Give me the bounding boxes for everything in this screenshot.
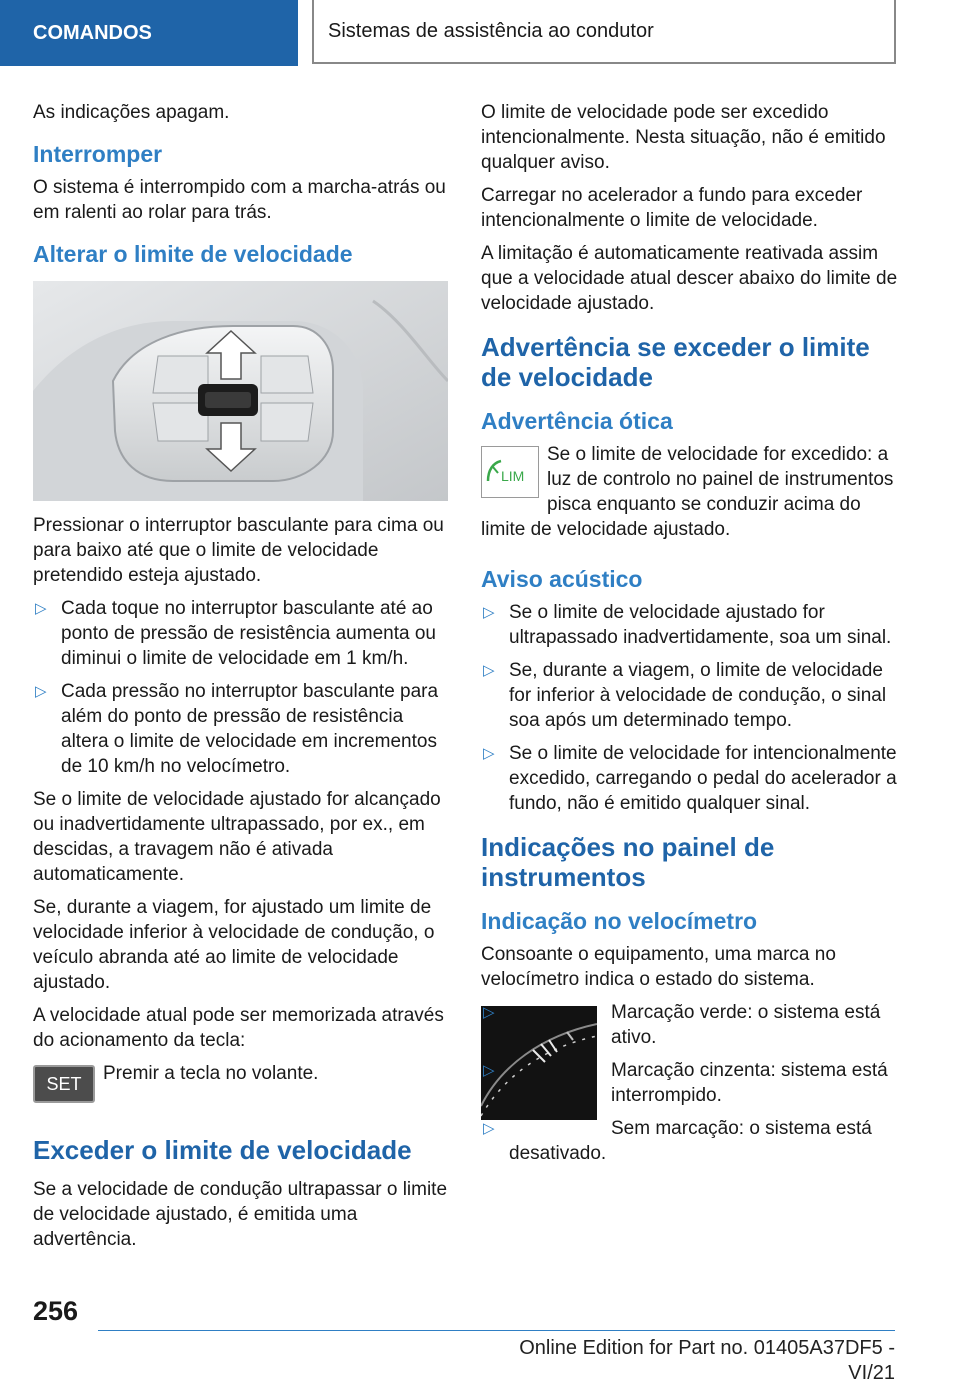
paragraph: Se, durante a viagem, for ajustado um limite de velocidade inferior à velocidade de condução, o veículo abranda até ao limite de velocidade ajustado. — [33, 897, 435, 993]
right-column — [481, 100, 899, 1174]
triangle-right-icon: ▷ — [483, 1120, 495, 1137]
list-item — [33, 596, 448, 671]
list-item — [481, 741, 899, 816]
paragraph: O sistema é interrompido com a marcha-atrás ou em ralenti ao rolar para trás. — [33, 177, 446, 223]
list-item-text: Cada toque no interruptor basculante até ao ponto de pressão de resistência aumenta ou diminui o limite de velocidade em 1 km/h. — [61, 598, 436, 669]
set-key-row — [33, 1061, 448, 1119]
list-item — [33, 679, 448, 779]
paragraph: As indicações apagam. — [33, 102, 230, 123]
triangle-right-icon: ▷ — [483, 662, 495, 679]
list-item — [481, 1116, 899, 1166]
heading-advertencia-otica: Advertência ótica — [481, 408, 673, 434]
lim-label: LIM — [501, 468, 525, 484]
footer-edition: Online Edition for Part no. 01405A37DF5 - VI/21 — [519, 1337, 895, 1384]
heading-exceder-limite: Exceder o limite de velocidade — [33, 1135, 412, 1165]
list-item — [481, 1058, 899, 1108]
paragraph: Premir a tecla no volante. — [103, 1063, 319, 1084]
heading-indicacoes-painel: Indicações no painel de instrumentos — [481, 832, 775, 892]
paragraph: Pressionar o interruptor basculante para cima ou para baixo até que o limite de velocidade pretendido esteja ajustado. — [33, 515, 444, 586]
chapter-title: Sistemas de assistência ao condutor — [312, 0, 896, 64]
heading-aviso-acustico: Aviso acústico — [481, 566, 643, 592]
list-item-text: Se, durante a viagem, o limite de velocidade for inferior à velocidade de condução, o sinal soa após um determinado tempo. — [509, 660, 887, 731]
triangle-right-icon: ▷ — [35, 683, 47, 700]
paragraph: Carregar no acelerador a fundo para exceder intencionalmente o limite de velocidade. — [481, 185, 863, 231]
lim-indicator-icon — [481, 446, 539, 498]
paragraph: Se a velocidade de condução ultrapassar o limite de velocidade ajustado, é emitida uma advertência. — [33, 1179, 448, 1250]
triangle-right-icon: ▷ — [483, 604, 495, 621]
left-column — [33, 100, 448, 1260]
list-item — [481, 1000, 899, 1050]
list-item-text: Cada pressão no interruptor basculante para além do ponto de pressão de resistência altera o limite de velocidade em incrementos de 10 km/h no velocímetro. — [61, 681, 439, 777]
paragraph: A limitação é automaticamente reativada assim que a velocidade atual descer abaixo do limite de velocidade ajustado. — [481, 243, 898, 314]
page-number: 256 — [33, 1296, 79, 1326]
paragraph: Se o limite de velocidade ajustado for alcançado ou inadvertidamente ultrapassado, por ex., em descidas, a travagem não é ativada automaticamente. — [33, 789, 441, 885]
paragraph: A velocidade atual pode ser memorizada através do acionamento da tecla: — [33, 1005, 444, 1051]
heading-indicacao-velocimetro: Indicação no velocímetro — [481, 908, 758, 934]
heading-advertencia: Advertência se exceder o limite de velocidade — [481, 332, 870, 392]
set-key-icon: SET — [33, 1065, 95, 1103]
paragraph: O limite de velocidade pode ser excedido intencionalmente. Nesta situação, não é emitido qualquer aviso. — [481, 102, 886, 173]
footer-divider — [98, 1330, 895, 1331]
steering-switch-illustration — [33, 281, 448, 501]
lim-warning-row — [481, 442, 899, 550]
speedometer-marks-row — [481, 1000, 899, 1174]
list-item-text: Sem marcação: o sistema está desativado. — [509, 1118, 872, 1164]
list-item — [481, 600, 899, 650]
section-tab: COMANDOS — [0, 0, 298, 66]
triangle-right-icon: ▷ — [35, 600, 47, 617]
triangle-right-icon: ▷ — [483, 1004, 495, 1021]
heading-alterar-limite: Alterar o limite de velocidade — [33, 241, 353, 267]
triangle-right-icon: ▷ — [483, 745, 495, 762]
list-item — [481, 658, 899, 733]
triangle-right-icon: ▷ — [483, 1062, 495, 1079]
paragraph: Se o limite de velocidade for excedido: a luz de controlo no painel de instrumentos pisca enquanto se conduzir acima do limite de velocidade ajustado. — [481, 444, 894, 540]
list-item-text: Se o limite de velocidade ajustado for ultrapassado inadvertidamente, soa um sinal. — [509, 602, 892, 648]
list-item-text: Marcação verde: o sistema está ativo. — [611, 1002, 881, 1048]
list-item-text: Se o limite de velocidade for intencionalmente excedido, carregando o pedal do acelerador a fundo, não é emitido qualquer sinal. — [509, 743, 897, 814]
list-item-text: Marcação cinzenta: sistema está interrompido. — [611, 1060, 888, 1106]
paragraph: Consoante o equipamento, uma marca no velocímetro indica o estado do sistema. — [481, 944, 836, 990]
heading-interromper: Interromper — [33, 141, 163, 167]
